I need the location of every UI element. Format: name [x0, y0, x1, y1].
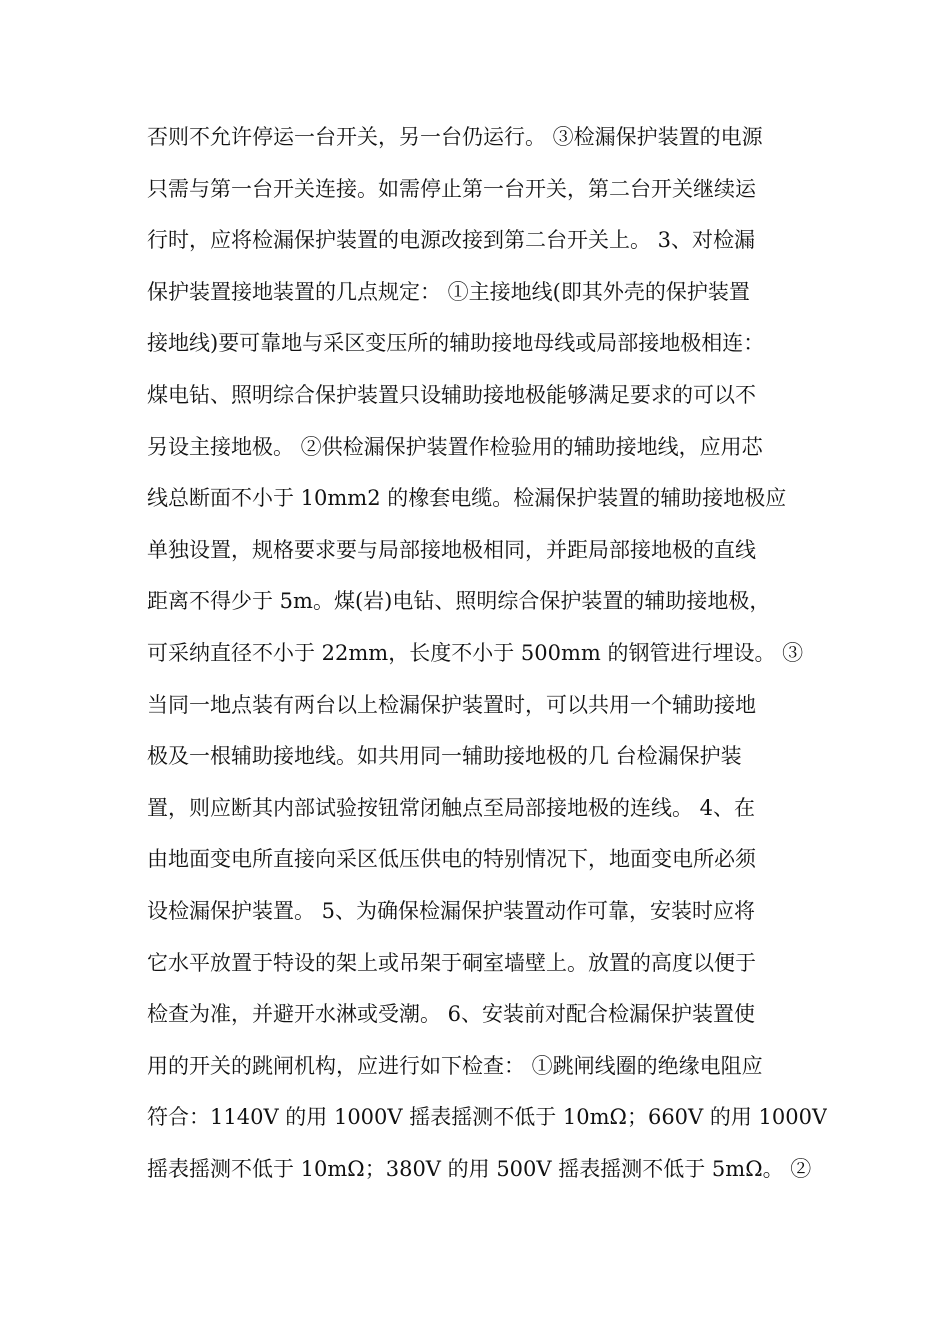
text-line-9: 单独设置，规格要求要与局部接地极相同，并距局部接地极的直线	[147, 537, 756, 562]
text-line-7: 另设主接地极。 ②供检漏保护装置作检验用的辅助接地线，应用芯	[147, 434, 763, 459]
text-line-16: 设检漏保护装置。 5、为确保检漏保护装置动作可靠，安装时应将	[147, 898, 756, 923]
text-line-21: 摇表摇测不低于 10mΩ；380V 的用 500V 摇表摇测不低于 5mΩ。 ②	[147, 1156, 812, 1181]
text-line-2: 只需与第一台开关连接。如需停止第一台开关，第二台开关继续运	[147, 176, 756, 201]
text-line-15: 由地面变电所直接向采区低压供电的特别情况下，地面变电所必须	[147, 847, 756, 872]
text-line-1: 否则不允许停运一台开关，另一台仍运行。 ③检漏保护装置的电源	[147, 125, 763, 149]
text-line-4: 保护装置接地装置的几点规定： ①主接地线(即其外壳的保护装置	[147, 279, 750, 304]
text-line-5: 接地线)要可靠地与采区变压所的辅助接地母线或局部接地极相连：	[147, 331, 765, 356]
text-line-11: 可采纳直径不小于 22mm，长度不小于 500mm 的钢管进行埋设。 ③	[147, 640, 804, 665]
text-line-13: 极及一根辅助接地线。如共用同一辅助接地极的几 台检漏保护装	[147, 744, 742, 769]
text-line-12: 当同一地点装有两台以上检漏保护装置时，可以共用一个辅助接地	[147, 692, 756, 717]
text-line-17: 它水平放置于特设的架上或吊架于硐室墙壁上。放置的高度以便于	[147, 950, 756, 975]
text-line-18: 检查为准，并避开水淋或受潮。 6、安装前对配合检漏保护装置使	[147, 1002, 756, 1027]
text-line-20: 符合：1140V 的用 1000V 摇表摇测不低于 10mΩ；660V 的用 1000V	[147, 1105, 827, 1130]
text-line-6: 煤电钻、照明综合保护装置只设辅助接地极能够满足要求的可以不	[147, 382, 756, 407]
text-line-10: 距离不得少于 5m。煤(岩)电钻、照明综合保护装置的辅助接地极，	[147, 589, 771, 614]
text-line-8: 线总断面不小于 10mm2 的橡套电缆。检漏保护装置的辅助接地极应	[147, 486, 787, 511]
text-line-14: 置，则应断其内部试验按钮常闭触点至局部接地极的连线。 4、在	[147, 795, 756, 820]
body-text	[147, 116, 827, 1199]
text-line-3: 行时，应将检漏保护装置的电源改接到第二台开关上。 3、对检漏	[147, 228, 756, 253]
text-line-19: 用的开关的跳闸机构，应进行如下检查： ①跳闸线圈的绝缘电阻应	[147, 1053, 763, 1078]
